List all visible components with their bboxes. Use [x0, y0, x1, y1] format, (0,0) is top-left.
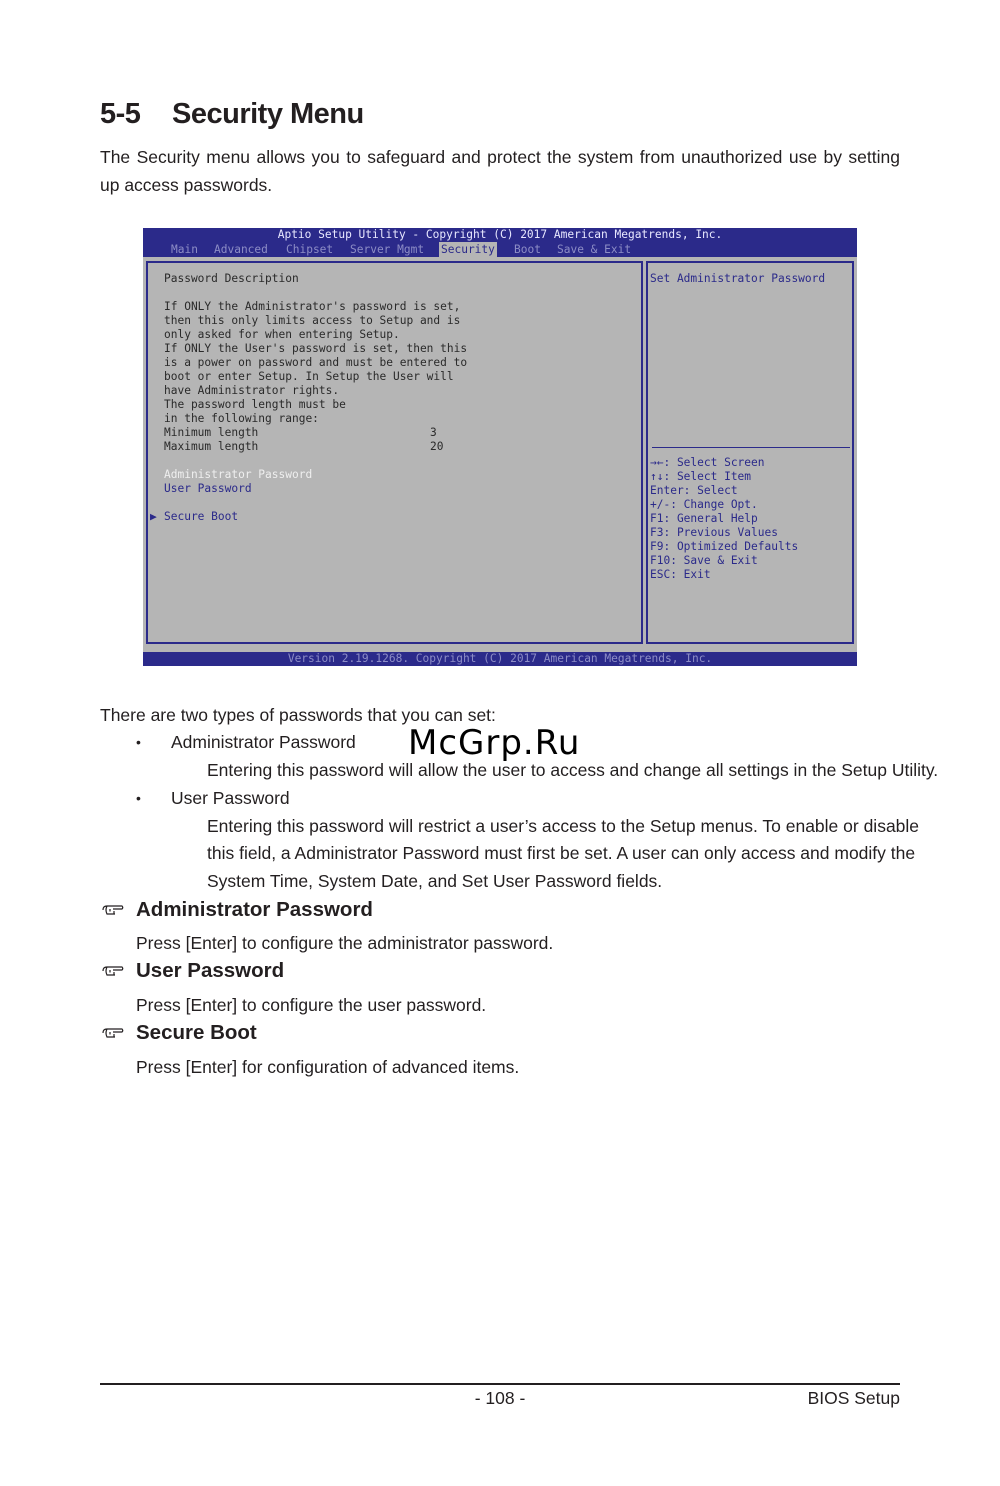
- pointing-hand-icon: [102, 965, 124, 977]
- password-types-intro: There are two types of passwords that you can set:: [100, 705, 496, 725]
- key-hint: Enter: Select: [650, 484, 738, 497]
- bios-help-panel: [646, 261, 854, 644]
- item-desc-user-password: Press [Enter] to configure the user password.: [136, 995, 487, 1015]
- secure-boot-item[interactable]: Secure Boot: [164, 510, 239, 523]
- description-line: The password length must be: [164, 398, 346, 411]
- key-hint: ESC: Exit: [650, 568, 711, 581]
- password-description-heading: Password Description: [164, 272, 299, 285]
- bios-left-panel: [146, 261, 643, 644]
- footer-section-name: BIOS Setup: [807, 1388, 900, 1408]
- section-number: 5-5: [100, 98, 141, 130]
- item-desc-secure-boot: Press [Enter] for configuration of advanced items.: [136, 1057, 520, 1077]
- key-hint: +/-: Change Opt.: [650, 498, 758, 511]
- intro-paragraph: The Security menu allows you to safeguard and protect the system from unauthorized use by setting up access passwords.: [100, 147, 900, 195]
- description-line: If ONLY the Administrator's password is set,: [164, 300, 461, 313]
- max-length-value: 20: [430, 440, 444, 453]
- key-hint: F3: Previous Values: [650, 526, 778, 539]
- bios-tab-security[interactable]: Security: [441, 243, 495, 256]
- item-title-administrator-password: Administrator Password: [136, 898, 373, 921]
- help-divider: [652, 447, 850, 448]
- key-hint: ↑↓: Select Item: [650, 470, 752, 483]
- type-desc-administrator: Entering this password will allow the user to access and change all settings in the Setup Utility.: [207, 760, 939, 780]
- item-title-user-password: User Password: [136, 959, 285, 982]
- footer-rule: [100, 1383, 900, 1385]
- description-line: then this only limits access to Setup and is: [164, 314, 461, 327]
- bios-title-bar: Aptio Setup Utility - Copyright (C) 2017 American Megatrends, Inc.: [143, 228, 857, 242]
- page-number: - 108 -: [474, 1388, 526, 1408]
- bios-tab-chipset[interactable]: Chipset: [286, 243, 334, 256]
- bios-tab-save-exit[interactable]: Save & Exit: [557, 243, 632, 256]
- item-title-secure-boot: Secure Boot: [136, 1021, 257, 1044]
- user-password-item[interactable]: User Password: [164, 482, 252, 495]
- watermark: McGrp.Ru: [408, 723, 581, 763]
- key-hint: F9: Optimized Defaults: [650, 540, 799, 553]
- bios-tab-advanced[interactable]: Advanced: [214, 243, 268, 256]
- key-hint: F1: General Help: [650, 512, 758, 525]
- section-title: Security Menu: [172, 98, 364, 130]
- page-title: [100, 98, 364, 131]
- key-hint: F10: Save & Exit: [650, 554, 758, 567]
- bios-tab-boot[interactable]: Boot: [514, 243, 541, 256]
- type-desc-user-line: System Time, System Date, and Set User Password fields.: [207, 871, 663, 891]
- type-name-administrator: Administrator Password: [171, 732, 356, 752]
- submenu-arrow-icon: ▶: [150, 510, 157, 523]
- pointing-hand-icon: [102, 904, 124, 916]
- type-desc-user-line: this field, a Administrator Password must first be set. A user can only access and modify the: [207, 843, 916, 863]
- max-length-label: Maximum length: [164, 440, 259, 453]
- description-line: only asked for when entering Setup.: [164, 328, 400, 341]
- description-line: in the following range:: [164, 412, 319, 425]
- description-line: If ONLY the User's password is set, then this: [164, 342, 468, 355]
- bullet: •: [136, 790, 141, 806]
- description-line: is a power on password and must be entered to: [164, 356, 468, 369]
- type-desc-user-line: Entering this password will restrict a user’s access to the Setup menus. To enable or disable: [207, 816, 920, 836]
- key-hint: →←: Select Screen: [650, 456, 765, 469]
- bios-menu-bar: [143, 242, 857, 257]
- type-name-user: User Password: [171, 788, 290, 808]
- description-line: boot or enter Setup. In Setup the User will: [164, 370, 454, 383]
- pointing-hand-icon: [102, 1027, 124, 1039]
- description-line: have Administrator rights.: [164, 384, 340, 397]
- help-title: Set Administrator Password: [650, 272, 826, 285]
- min-length-label: Minimum length: [164, 426, 259, 439]
- bios-tab-main[interactable]: Main: [171, 243, 198, 256]
- item-desc-administrator-password: Press [Enter] to configure the administrator password.: [136, 933, 554, 953]
- min-length-value: 3: [430, 426, 437, 439]
- administrator-password-item[interactable]: Administrator Password: [164, 468, 313, 481]
- bullet: •: [136, 734, 141, 750]
- bios-version-bar: Version 2.19.1268. Copyright (C) 2017 American Megatrends, Inc.: [143, 652, 857, 666]
- bios-tab-server-mgmt[interactable]: Server Mgmt: [350, 243, 425, 256]
- bios-screenshot: [143, 228, 857, 666]
